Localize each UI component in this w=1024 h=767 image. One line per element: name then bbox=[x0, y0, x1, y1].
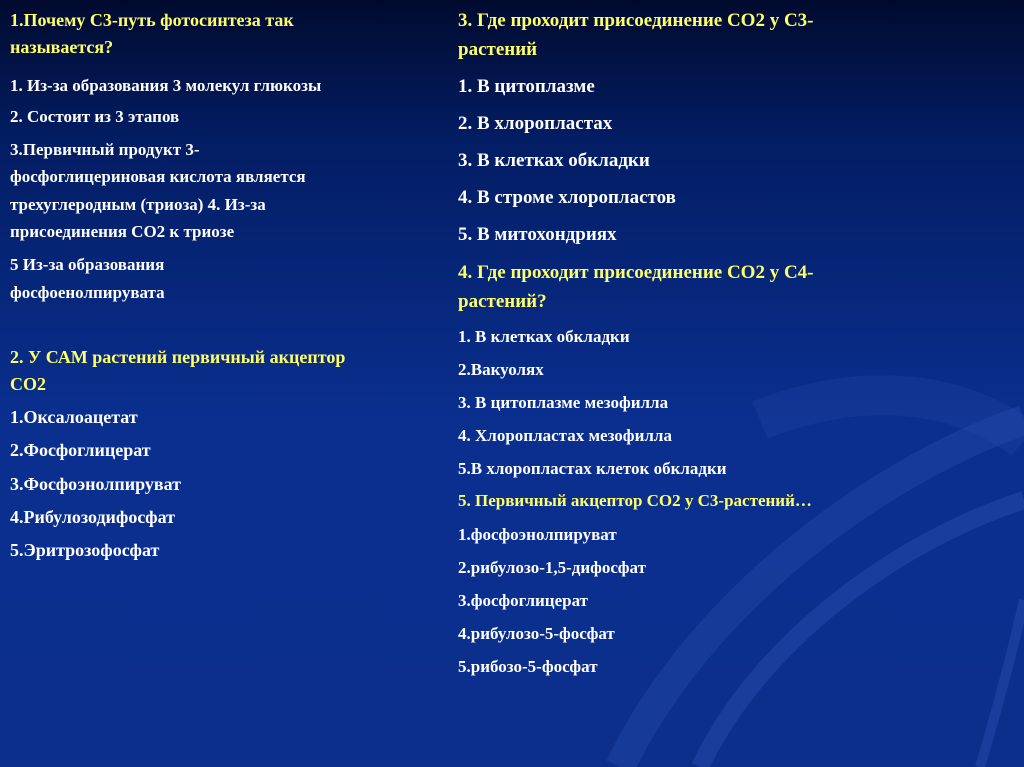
question-3-answer: 5. В митохондриях bbox=[458, 224, 617, 245]
question-5-answer: 2.рибулозо-1,5-дифосфат bbox=[458, 558, 646, 577]
question-4-line-1: 4. Где проходит присоединение СО2 у С4- bbox=[458, 262, 814, 283]
question-4-answer: 5.В хлоропластах клеток обкладки bbox=[458, 459, 727, 478]
question-3-line-1: 3. Где проходит присоединение СО2 у С3- bbox=[458, 10, 814, 31]
question-4-answer: 2.Вакуолях bbox=[458, 360, 544, 379]
question-1-answer: трехуглеродным (триоза) 4. Из-за bbox=[10, 195, 266, 214]
question-3-answer: 4. В строме хлоропластов bbox=[458, 187, 676, 208]
question-2-answer: 4.Рибулозодифосфат bbox=[10, 507, 175, 527]
question-2-answer: 5.Эритрозофосфат bbox=[10, 540, 160, 560]
question-5-answer: 3.фосфоглицерат bbox=[458, 591, 588, 610]
question-5-line-1: 5. Первичный акцептор СО2 у С3-растений… bbox=[458, 491, 812, 510]
question-2-answer: 1.Оксалоацетат bbox=[10, 407, 138, 427]
question-1-line-2: называется? bbox=[10, 37, 114, 57]
question-4-answer: 3. В цитоплазме мезофилла bbox=[458, 393, 669, 412]
question-1-answer: фосфоенолпирувата bbox=[10, 283, 165, 302]
question-2-answer: 2.Фосфоглицерат bbox=[10, 440, 151, 460]
question-5-answer: 5.рибозо-5-фосфат bbox=[458, 657, 598, 676]
question-3-answer: 3. В клетках обкладки bbox=[458, 150, 650, 171]
question-2-line-1: 2. У САМ растений первичный акцептор bbox=[10, 347, 346, 367]
question-4-line-2: растений? bbox=[458, 291, 547, 312]
question-4-answer: 4. Хлоропластах мезофилла bbox=[458, 426, 672, 445]
question-1-line-1: 1.Почему С3-путь фотосинтеза так bbox=[10, 10, 294, 30]
question-1-answer: фосфоглицериновая кислота является bbox=[10, 167, 306, 186]
question-4-answer: 1. В клетках обкладки bbox=[458, 327, 630, 346]
question-3-answer: 2. В хлоропластах bbox=[458, 113, 613, 134]
question-3-answer: 1. В цитоплазме bbox=[458, 76, 595, 97]
question-2-line-2: СО2 bbox=[10, 374, 46, 394]
question-5-answer: 4.рибулозо-5-фосфат bbox=[458, 624, 615, 643]
question-1-answer: 1. Из-за образования 3 молекул глюкозы bbox=[10, 76, 322, 95]
question-1-answer: 3.Первичный продукт 3- bbox=[10, 140, 200, 159]
question-5-answer: 1.фосфоэнолпируват bbox=[458, 525, 617, 544]
question-3-line-2: растений bbox=[458, 39, 538, 60]
question-1-answer: 5 Из-за образования bbox=[10, 255, 165, 274]
question-1-answer: 2. Состоит из 3 этапов bbox=[10, 107, 180, 126]
question-1-answer: присоединения СО2 к триозе bbox=[10, 222, 235, 241]
question-2-answer: 3.Фосфоэнолпируват bbox=[10, 474, 182, 494]
